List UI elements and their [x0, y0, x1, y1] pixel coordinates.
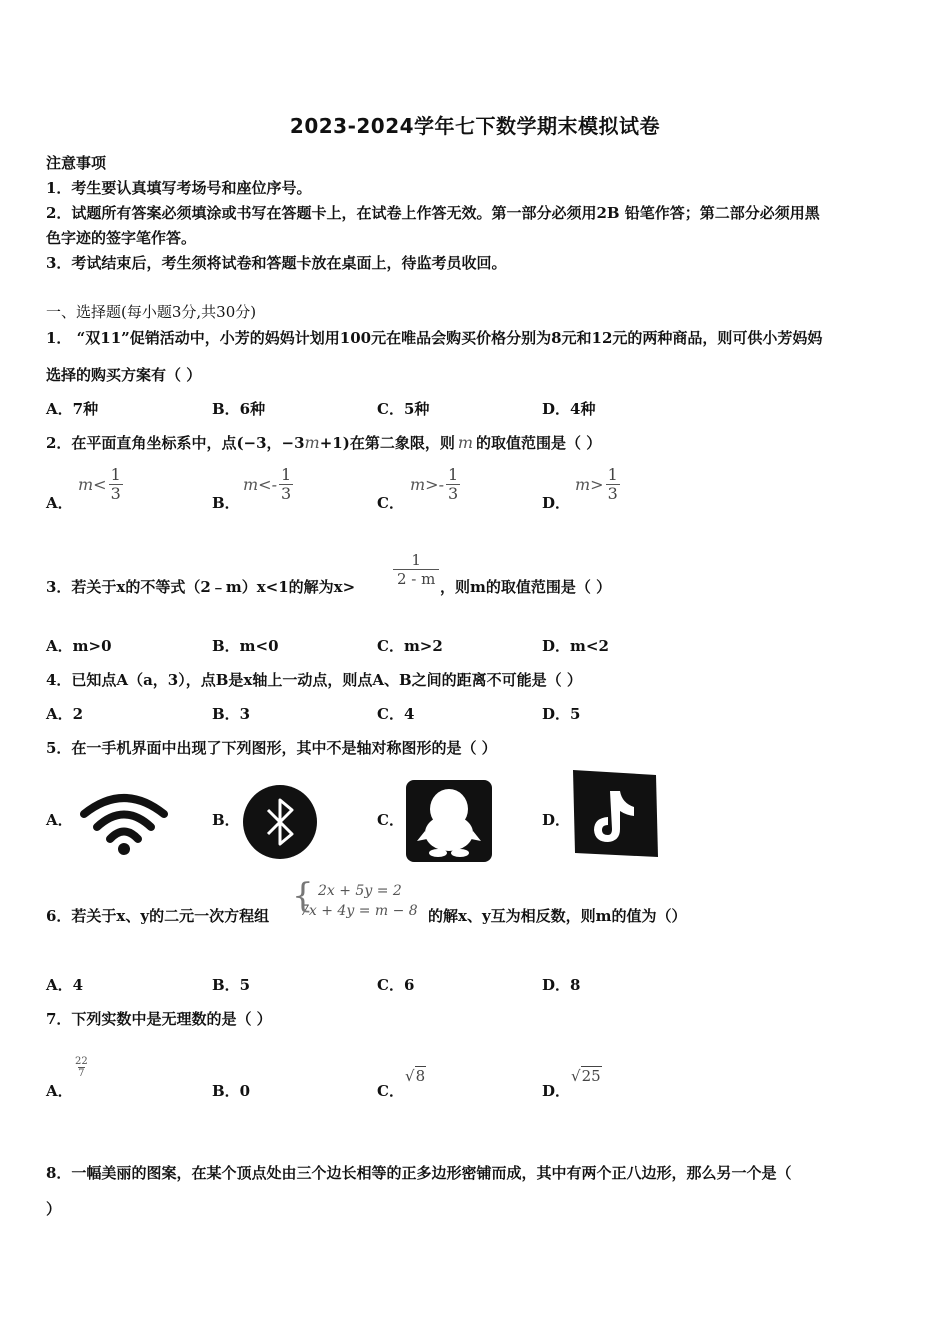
q5-option-a-label: A． — [46, 811, 73, 829]
q2-option-b-label: B． — [212, 494, 240, 512]
q6-stem-post: 的解x、y互为相反数，则m的值为（） — [428, 907, 687, 925]
notice-item-3: 3．考试结束后，考生须将试卷和答题卡放在桌面上，待监考员收回。 — [46, 254, 507, 272]
q6-option-b: B．5 — [212, 976, 251, 994]
q7-option-a-label: A． — [46, 1082, 73, 1100]
q2-option-a-label: A． — [46, 494, 73, 512]
page-title: 2023-2024学年七下数学期末模拟试卷 — [289, 114, 661, 138]
q3-option-d: D．m<2 — [542, 637, 609, 655]
q2-option-c-label: C． — [377, 494, 404, 512]
q7-option-b: B．0 — [212, 1082, 251, 1100]
q7-option-c-sqrt: √8 — [405, 1067, 426, 1085]
bluetooth-icon — [242, 784, 318, 860]
q6-option-c: C．6 — [377, 976, 415, 994]
q5-option-c-label: C． — [377, 811, 404, 829]
q1-option-a: A．7种 — [46, 400, 99, 418]
q3-option-b: B．m<0 — [212, 637, 279, 655]
notice-heading: 注意事项 — [46, 154, 107, 172]
q2-stem: 2．在平面直角坐标系中，点(−3，−3m+1)在第二象限，则 m 的取值范围是（ ） — [46, 433, 602, 452]
q4-option-d: D．5 — [542, 705, 581, 723]
q1-stem-line1: 1． “双11”促销活动中，小芳的妈妈计划用100元在唯品会购买价格分别为8元和12元的两种商品，则可供小芳妈妈 — [46, 329, 823, 347]
q3-option-a: A．m>0 — [46, 637, 112, 655]
q4-option-b: B．3 — [212, 705, 251, 723]
notice-item-2: 2．试题所有答案必须填涂或书写在答题卡上，在试卷上作答无效。第一部分必须用2B 铅笔作答；第二部分必须用黑 — [46, 204, 820, 222]
section-heading: 一、选择题(每小题3分,共30分) — [46, 303, 257, 321]
q4-option-c: C．4 — [377, 705, 415, 723]
q2-option-c-expr: m>- $\frac{1}{3}$ — [410, 465, 459, 503]
q5-option-d-label: D． — [542, 811, 571, 829]
q6-option-a: A．4 — [46, 976, 84, 994]
notice-item-2-cont: 色字迹的签字笔作答。 — [46, 229, 197, 247]
q8-stem-line2: ） — [46, 1200, 62, 1218]
q5-stem: 5．在一手机界面中出现了下列图形，其中不是轴对称图形的是（ ） — [46, 739, 497, 757]
q1-option-b: B．6种 — [212, 400, 266, 418]
q1-option-d: D．4种 — [542, 400, 596, 418]
q3-stem-pre: 3．若关于x的不等式（2﹣m）x<1的解为x> — [46, 578, 356, 596]
q3-option-c: C．m>2 — [377, 637, 443, 655]
q2-option-a-expr: m< $\frac{1}{3}$ — [78, 465, 121, 503]
q1-stem-line2: 选择的购买方案有（ ） — [46, 366, 202, 384]
q1-option-c: C．5种 — [377, 400, 430, 418]
q2-option-d-expr: m> $\frac{1}{3}$ — [575, 465, 618, 503]
q6-equation-system: { 2x + 5y = 2 7x + 4y = m − 8 — [292, 876, 418, 919]
q7-option-a-fraction: $\frac{22}{7}$ — [75, 1056, 88, 1079]
q6-stem-pre: 6．若关于x、y的二元一次方程组 — [46, 907, 270, 925]
q6-option-d: D．8 — [542, 976, 581, 994]
wifi-icon — [80, 792, 168, 856]
q5-option-b-label: B． — [212, 811, 240, 829]
q2-option-b-expr: m<- $\frac{1}{3}$ — [243, 465, 292, 503]
qq-penguin-icon — [405, 779, 493, 863]
q3-stem-post: ，则m的取值范围是（ ） — [440, 578, 612, 596]
notice-item-1: 1．考生要认真填写考场号和座位序号。 — [46, 179, 312, 197]
q7-option-c-label: C． — [377, 1082, 404, 1100]
q7-option-d-label: D． — [542, 1082, 571, 1100]
q4-option-a: A．2 — [46, 705, 84, 723]
q2-option-d-label: D． — [542, 494, 571, 512]
q7-option-d-sqrt: √25 — [571, 1067, 601, 1085]
q3-fraction: $\frac{1}{2 - m}$ — [393, 551, 439, 588]
q7-stem: 7．下列实数中是无理数的是（ ） — [46, 1010, 272, 1028]
q8-stem-line1: 8．一幅美丽的图案，在某个顶点处由三个边长相等的正多边形密铺而成，其中有两个正八边形，那么另一个是（ — [46, 1164, 792, 1182]
q4-stem: 4．已知点A（a，3），点B是x轴上一动点，则点A、B之间的距离不可能是（ ） — [46, 671, 582, 689]
tiktok-icon — [570, 767, 660, 859]
